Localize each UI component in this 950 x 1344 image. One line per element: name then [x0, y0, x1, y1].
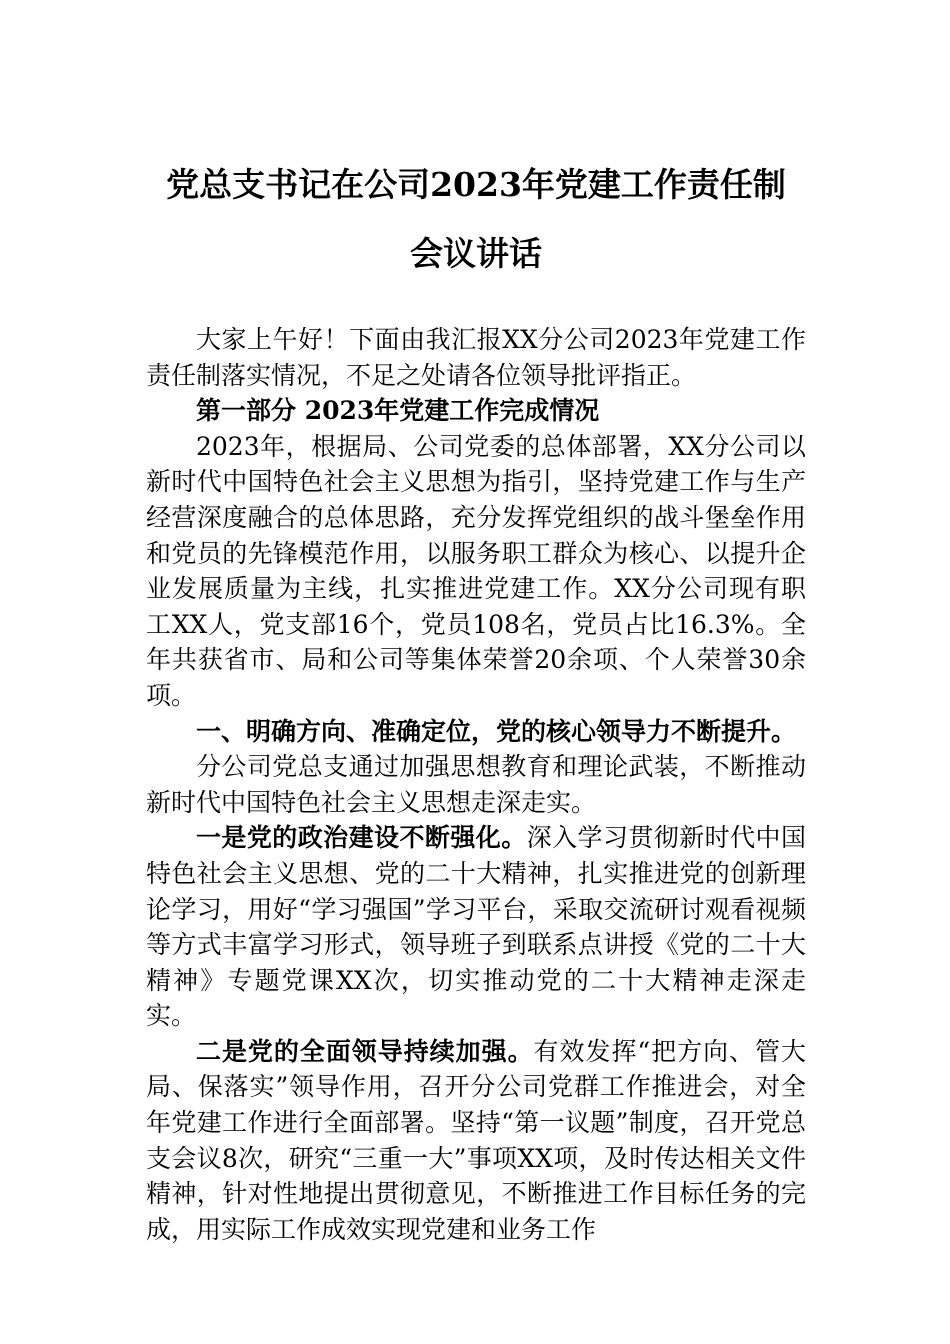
- title-line-2: 会议讲话: [410, 234, 542, 273]
- political-building-lead: 一是党的政治建设不断强化。: [196, 823, 527, 853]
- theory-paragraph: 分公司党总支通过加强思想教育和理论武装，不断推动新时代中国特色社会主义思想走深走实。: [146, 752, 806, 817]
- political-building-paragraph: [146, 820, 806, 1034]
- political-building-body: 深入学习贯彻新时代中国特色社会主义思想、党的二十大精神，扎实推进党的创新理论学习，用好“学习强国”学习平台，采取交流研讨观看视频等方式丰富学习形式，领导班子到联系点讲授《党的二十大精神》专题党课XX次，切实推动党的二十大精神走深走实。: [146, 823, 806, 1031]
- document-title: [146, 150, 806, 288]
- leadership-paragraph: [146, 1034, 806, 1248]
- overview-paragraph: 2023年，根据局、公司党委的总体部署，XX分公司以新时代中国特色社会主义思想为指引，坚持党建工作与生产经营深度融合的总体思路，充分发挥党组织的战斗堡垒作用和党员的先锋模范作用，以服务职工群众为核心、以提升企业发展质量为主线，扎实推进党建工作。XX分公司现有职工XX人，党支部16个，党员108名，党员占比16.3%。全年共获省市、局和公司等集体荣誉20余项、个人荣誉30余项。: [146, 431, 806, 710]
- leadership-lead: 二是党的全面领导持续加强。: [196, 1036, 534, 1066]
- leadership-body: 有效发挥“把方向、管大局、保落实”领导作用，召开分公司党群工作推进会，对全年党建工作进行全面部署。坚持“第一议题”制度，召开党总支会议8次，研究“三重一大”事项XX项，及时传达相关文件精神，针对性地提出贯彻意见，不断推进工作目标任务的完成，用实际工作成效实现党建和业务工作: [146, 1036, 806, 1244]
- greeting-paragraph: 大家上午好！下面由我汇报XX分公司2023年党建工作责任制落实情况，不足之处请各位领导批评指正。: [146, 325, 806, 390]
- document-page: [146, 150, 806, 1247]
- section-heading-part-one: 第一部分 2023年党建工作完成情况: [196, 396, 600, 426]
- subsection-heading-one: 一、明确方向、准确定位，党的核心领导力不断提升。: [196, 716, 797, 746]
- title-line-1: 党总支书记在公司2023年党建工作责任制: [166, 165, 786, 204]
